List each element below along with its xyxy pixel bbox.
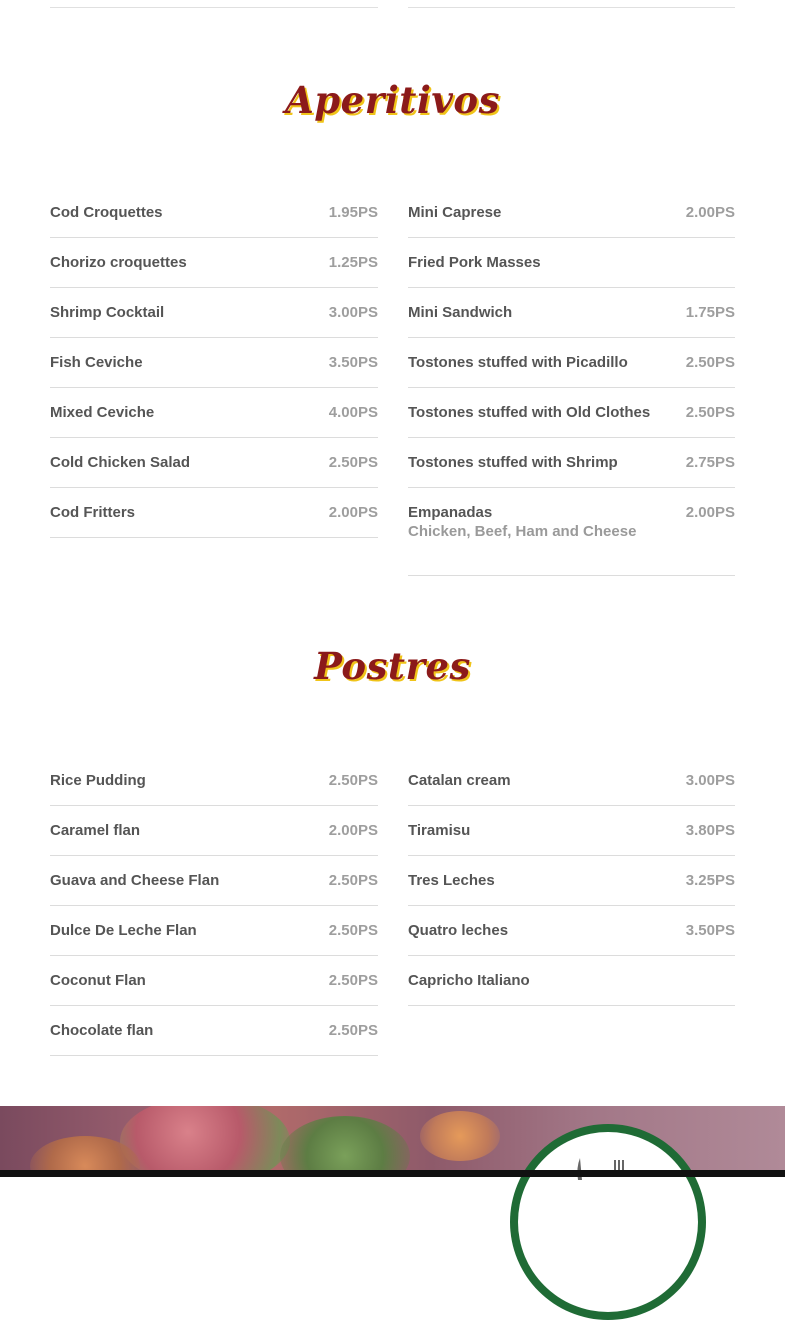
- menu-item: [408, 238, 735, 288]
- menu-item-price: 2.75PS: [685, 454, 735, 471]
- menu-item-name: Rice Pudding: [50, 772, 146, 789]
- menu-item-name: Mini Sandwich: [408, 304, 513, 321]
- fork-knife-logo-icon: [518, 1132, 698, 1312]
- menu-item: [408, 438, 735, 488]
- menu-item: [408, 388, 735, 438]
- menu-item-price: 2.00PS: [685, 504, 735, 521]
- previous-section-divider-left: [50, 7, 378, 8]
- menu-item-name: Tres Leches: [408, 872, 495, 889]
- menu-item: [50, 956, 378, 1006]
- menu-item-price: 2.50PS: [328, 872, 378, 889]
- menu-item-price: 2.50PS: [328, 772, 378, 789]
- menu-item-name: Shrimp Cocktail: [50, 304, 165, 321]
- menu-item: [408, 806, 735, 856]
- menu-item-name: Dulce De Leche Flan: [50, 922, 197, 939]
- menu-item: [408, 856, 735, 906]
- menu-item: [408, 772, 735, 806]
- menu-item-price: 2.00PS: [685, 204, 735, 221]
- menu-item: [50, 772, 378, 806]
- menu-item: [50, 806, 378, 856]
- menu-item: [50, 1006, 378, 1056]
- menu-item: [408, 956, 735, 1006]
- menu-item-price: 2.00PS: [328, 822, 378, 839]
- menu-item: [50, 288, 378, 338]
- menu-item-name: Cold Chicken Salad: [50, 454, 191, 471]
- menu-item-name: Fried Pork Masses: [408, 254, 541, 271]
- menu-item-name: Tiramisu: [408, 822, 471, 839]
- menu-item-name: Fish Ceviche: [50, 354, 143, 371]
- menu-item-price: 2.50PS: [328, 454, 378, 471]
- menu-item-name: Catalan cream: [408, 772, 511, 789]
- menu-item-name: Capricho Italiano: [408, 972, 530, 989]
- menu-item-description: Chicken, Beef, Ham and Cheese: [408, 523, 637, 540]
- menu-item-price: 1.95PS: [328, 204, 378, 221]
- menu-item-price: 4.00PS: [328, 404, 378, 421]
- logo-inner: [518, 1132, 698, 1312]
- menu-item-name: Cod Fritters: [50, 504, 136, 521]
- postres-left-column: [50, 772, 378, 1056]
- menu-item-name: Mixed Ceviche: [50, 404, 155, 421]
- menu-item: [408, 338, 735, 388]
- menu-item-name: Chocolate flan: [50, 1022, 154, 1039]
- menu-item-name: Tostones stuffed with Old Clothes: [408, 404, 651, 421]
- food-image-topping: [420, 1111, 500, 1161]
- menu-item: [408, 288, 735, 338]
- menu-item-name: Coconut Flan: [50, 972, 146, 989]
- menu-item-text: [408, 504, 636, 541]
- menu-item: [50, 388, 378, 438]
- menu-item: [408, 204, 735, 238]
- menu-item-price: 3.25PS: [685, 872, 735, 889]
- food-image-salad: [120, 1106, 290, 1177]
- menu-item-price: 1.75PS: [685, 304, 735, 321]
- food-image-greens: [280, 1116, 410, 1177]
- menu-item-price: 2.50PS: [328, 1022, 378, 1039]
- menu-item-name: Tostones stuffed with Shrimp: [408, 454, 618, 471]
- menu-item-price: 3.80PS: [685, 822, 735, 839]
- menu-item-price: 2.50PS: [328, 972, 378, 989]
- menu-item-price: 2.50PS: [685, 354, 735, 371]
- menu-item-name: Mini Caprese: [408, 204, 502, 221]
- aperitivos-left-column: [50, 204, 378, 538]
- section-title-aperitivos: Aperitivos: [285, 78, 500, 122]
- menu-item: [408, 488, 735, 576]
- menu-item: [50, 204, 378, 238]
- menu-item: [50, 856, 378, 906]
- menu-item-name: Chorizo croquettes: [50, 254, 187, 271]
- menu-item: [50, 906, 378, 956]
- menu-item: [50, 438, 378, 488]
- menu-item-name: Guava and Cheese Flan: [50, 872, 220, 889]
- menu-item-name: Empanadas: [408, 504, 493, 521]
- menu-item: [408, 906, 735, 956]
- menu-item-name: Quatro leches: [408, 922, 509, 939]
- menu-item-price: 1.25PS: [328, 254, 378, 271]
- menu-item-price: 3.00PS: [685, 772, 735, 789]
- menu-item: [50, 488, 378, 538]
- menu-item-price: 2.50PS: [685, 404, 735, 421]
- postres-right-column: [408, 772, 735, 1006]
- menu-item-price: 2.50PS: [328, 922, 378, 939]
- menu-item-price: 3.50PS: [328, 354, 378, 371]
- bottom-bar: [0, 1170, 785, 1177]
- section-title-postres: Postres: [314, 644, 471, 688]
- menu-item-price: 3.50PS: [685, 922, 735, 939]
- menu-item: [50, 338, 378, 388]
- menu-item-price: 3.00PS: [328, 304, 378, 321]
- previous-section-divider-right: [408, 7, 735, 8]
- menu-item: [50, 238, 378, 288]
- aperitivos-right-column: [408, 204, 735, 576]
- menu-item-name: Cod Croquettes: [50, 204, 163, 221]
- menu-item-price: 2.00PS: [328, 504, 378, 521]
- menu-item-name: Tostones stuffed with Picadillo: [408, 354, 628, 371]
- menu-item-name: Caramel flan: [50, 822, 141, 839]
